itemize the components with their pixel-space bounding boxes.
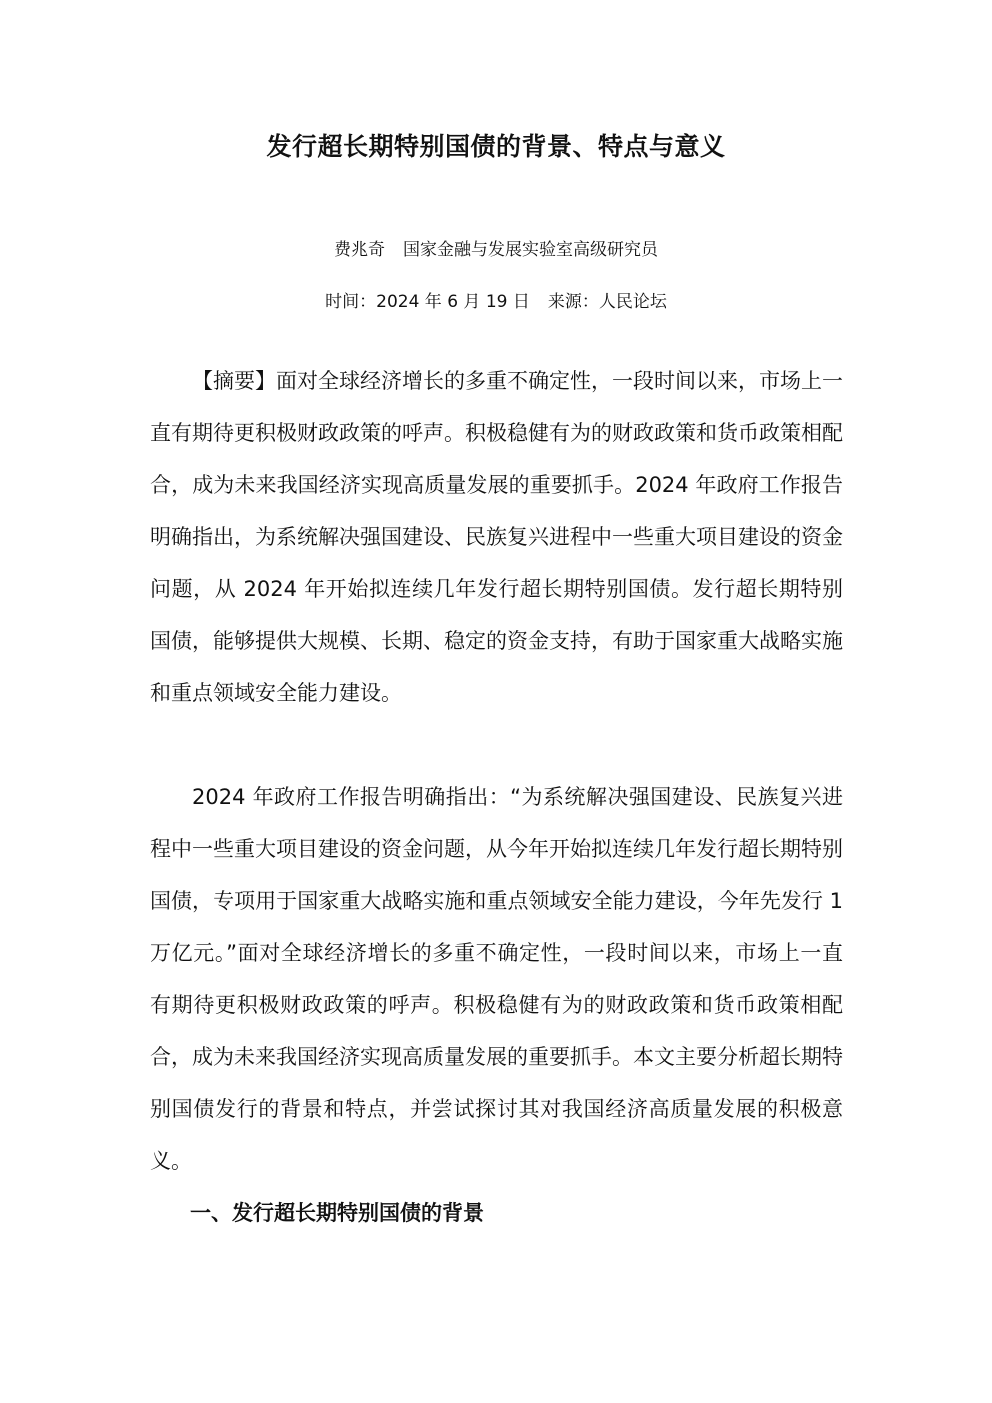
author-name: 费兆奇	[334, 240, 385, 260]
author-line	[0, 237, 992, 263]
author-title: 国家金融与发展实验室高级研究员	[403, 240, 658, 260]
section-heading: 一、发行超长期特别国债的背景	[190, 1201, 484, 1225]
publish-date: 时间：2024 年 6 月 19 日	[325, 292, 530, 312]
abstract-paragraph: 【摘要】面对全球经济增长的多重不确定性，一段时间以来，市场上一直有期待更积极财政政策的呼声。积极稳健有为的财政政策和货币政策相配合，成为未来我国经济实现高质量发展的重要抓手。2024 年政府工作报告明确指出，为系统解决强国建设、民族复兴进程中一些重大项目建设的资金问题，从 2024 年开始拟连续几年发行超长期特别国债。发行超长期特别国债，能够提供大规模、长期、稳定的资金支持，有助于国家重大战略实施和重点领域安全能力建设。	[150, 369, 843, 705]
date-source-line	[0, 289, 992, 315]
document-title: 发行超长期特别国债的背景、特点与意义	[266, 132, 726, 161]
source: 来源：人民论坛	[547, 292, 667, 312]
body-paragraph: 2024 年政府工作报告明确指出：“为系统解决强国建设、民族复兴进程中一些重大项目建设的资金问题，从今年开始拟连续几年发行超长期特别国债，专项用于国家重大战略实施和重点领域安全能力建设，今年先发行 1 万亿元。”面对全球经济增长的多重不确定性，一段时间以来，市场上一直有期待更积极财政政策的呼声。积极稳健有为的财政政策和货币政策相配合，成为未来我国经济实现高质量发展的重要抓手。本文主要分析超长期特别国债发行的背景和特点，并尝试探讨其对我国经济高质量发展的积极意义。	[150, 785, 843, 1173]
